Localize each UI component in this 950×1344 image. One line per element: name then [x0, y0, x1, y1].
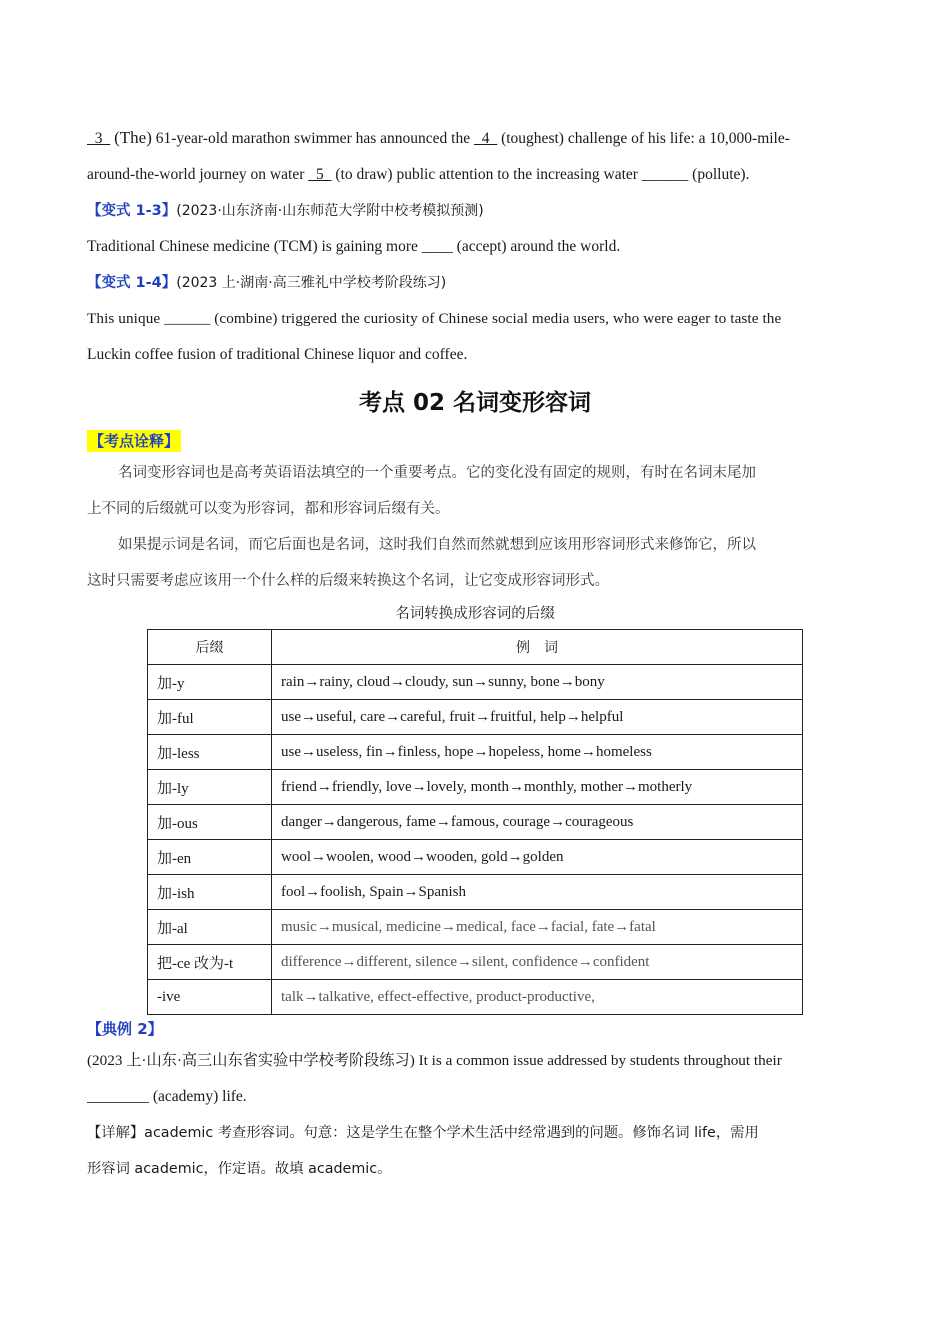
examples-cell: friend→friendly, love→lovely, month→monthly, mother→motherly — [272, 770, 803, 805]
examples-cell: talk→talkative, effect-effective, product-productive, — [272, 980, 803, 1015]
passage-line-1 — [87, 120, 863, 157]
blank-3-answer: 3 — [94, 130, 103, 147]
suffix-cell: 把-ce 改为-t — [148, 945, 272, 980]
document-page — [87, 120, 863, 1187]
examples-cell: use→useless, fin→finless, hope→hopeless, home→homeless — [272, 735, 803, 770]
examples-cell: wool→woolen, wood→wooden, gold→golden — [272, 840, 803, 875]
blank-3 — [87, 130, 110, 147]
table-row — [148, 735, 803, 770]
blank-4 — [474, 130, 497, 147]
paragraph-1-line-1: 名词变形容词也是高考英语语法填空的一个重要考点。它的变化没有固定的规则，有时在名词末尾加 — [118, 465, 756, 481]
paragraph-2-line-1: 如果提示词是名词，而它后面也是名词，这时我们自然而然就想到应该用形容词形式来修饰它，所以 — [118, 537, 756, 553]
suffix-cell: 加-ly — [148, 770, 272, 805]
table-row — [148, 910, 803, 945]
table-header-row — [148, 630, 803, 665]
suffix-cell: 加-ish — [148, 875, 272, 910]
explain-label: 【考点诠释】 — [89, 432, 180, 450]
suffix-cell: 加-al — [148, 910, 272, 945]
passage-text: around-the-world journey on water — [87, 166, 309, 183]
passage-text: 61-year-old marathon swimmer has announced the — [151, 130, 474, 147]
examples-cell: music→musical, medicine→medical, face→facial, fate→fatal — [272, 910, 803, 945]
table-row — [148, 770, 803, 805]
suffix-cell: 加-less — [148, 735, 272, 770]
examples-cell: difference→different, silence→silent, confidence→confident — [272, 945, 803, 980]
suffix-cell: 加-y — [148, 665, 272, 700]
table-row — [148, 875, 803, 910]
variant-1-4-header — [87, 265, 863, 301]
passage-text: (to draw) public attention to the increasing water ______ (pollute). — [331, 166, 750, 183]
table-caption: 名词转换成形容词的后缀 — [395, 606, 555, 622]
variant-1-3-header — [87, 193, 863, 229]
blank-4-answer: 4 — [481, 130, 490, 147]
table-row — [148, 665, 803, 700]
blank-5-answer: 5 — [315, 166, 324, 183]
example-2-detail-line-1: 【详解】academic 考查形容词。句意：这是学生在整个学术生活中经常遇到的问题。修饰名词 life，需用 — [87, 1125, 759, 1141]
suffix-table — [147, 629, 803, 1015]
suffix-cell: -ive — [148, 980, 272, 1015]
passage-text: (toughest) challenge of his life: a 10,000-mile- — [497, 130, 790, 147]
examples-cell: use→useful, care→careful, fruit→fruitful, help→helpful — [272, 700, 803, 735]
variant-source: (2023 上·湖南·高三雅礼中学校考阶段练习) — [176, 275, 447, 291]
table-row — [148, 700, 803, 735]
paragraph-2-line-2: 这时只需要考虑应该用一个什么样的后缀来转换这个名词，让它变成形容词形式。 — [87, 573, 609, 589]
example-2-detail-line-2: 形容词 academic，作定语。故填 academic。 — [87, 1161, 392, 1177]
header-suffix: 后缀 — [148, 630, 272, 665]
passage-line-2 — [87, 157, 863, 193]
variant-1-3-sentence: Traditional Chinese medicine (TCM) is gaining more ____ (accept) around the world. — [87, 238, 621, 255]
examples-cell: danger→dangerous, fame→famous, courage→courageous — [272, 805, 803, 840]
header-examples: 例 词 — [272, 630, 803, 665]
suffix-cell: 加-ous — [148, 805, 272, 840]
table-row — [148, 805, 803, 840]
table-row — [148, 980, 803, 1015]
variant-1-4-sentence-line-1: This unique ______ (combine) triggered the curiosity of Chinese social media users, who were eager to taste the — [87, 310, 782, 327]
variant-source: (2023·山东济南·山东师范大学附中校考模拟预测) — [176, 203, 484, 219]
blank-5 — [308, 166, 331, 183]
variant-label: 【变式 1-3】 — [87, 203, 177, 219]
examples-cell: rain→rainy, cloud→cloudy, sun→sunny, bone→bony — [272, 665, 803, 700]
examples-cell: fool→foolish, Spain→Spanish — [272, 875, 803, 910]
table-row — [148, 840, 803, 875]
example-2-line-2: ________ (academy) life. — [87, 1088, 247, 1105]
word-the: (The) — [114, 128, 152, 147]
suffix-cell: 加-en — [148, 840, 272, 875]
example-2-line-1: (2023 上·山东·高三山东省实验中学校考阶段练习) It is a common issue addressed by students throughout their — [87, 1052, 782, 1069]
explain-label-row — [87, 429, 863, 455]
variant-1-4-sentence-line-2: Luckin coffee fusion of traditional Chinese liquor and coffee. — [87, 346, 468, 363]
section-title: 考点 02 名词变形容词 — [358, 390, 592, 416]
paragraph-1-line-2: 上不同的后缀就可以变为形容词，都和形容词后缀有关。 — [87, 501, 450, 517]
suffix-cell: 加-ful — [148, 700, 272, 735]
table-row — [148, 945, 803, 980]
variant-label: 【变式 1-4】 — [87, 275, 177, 291]
example-2-label: 【典例 2】 — [87, 1020, 163, 1038]
